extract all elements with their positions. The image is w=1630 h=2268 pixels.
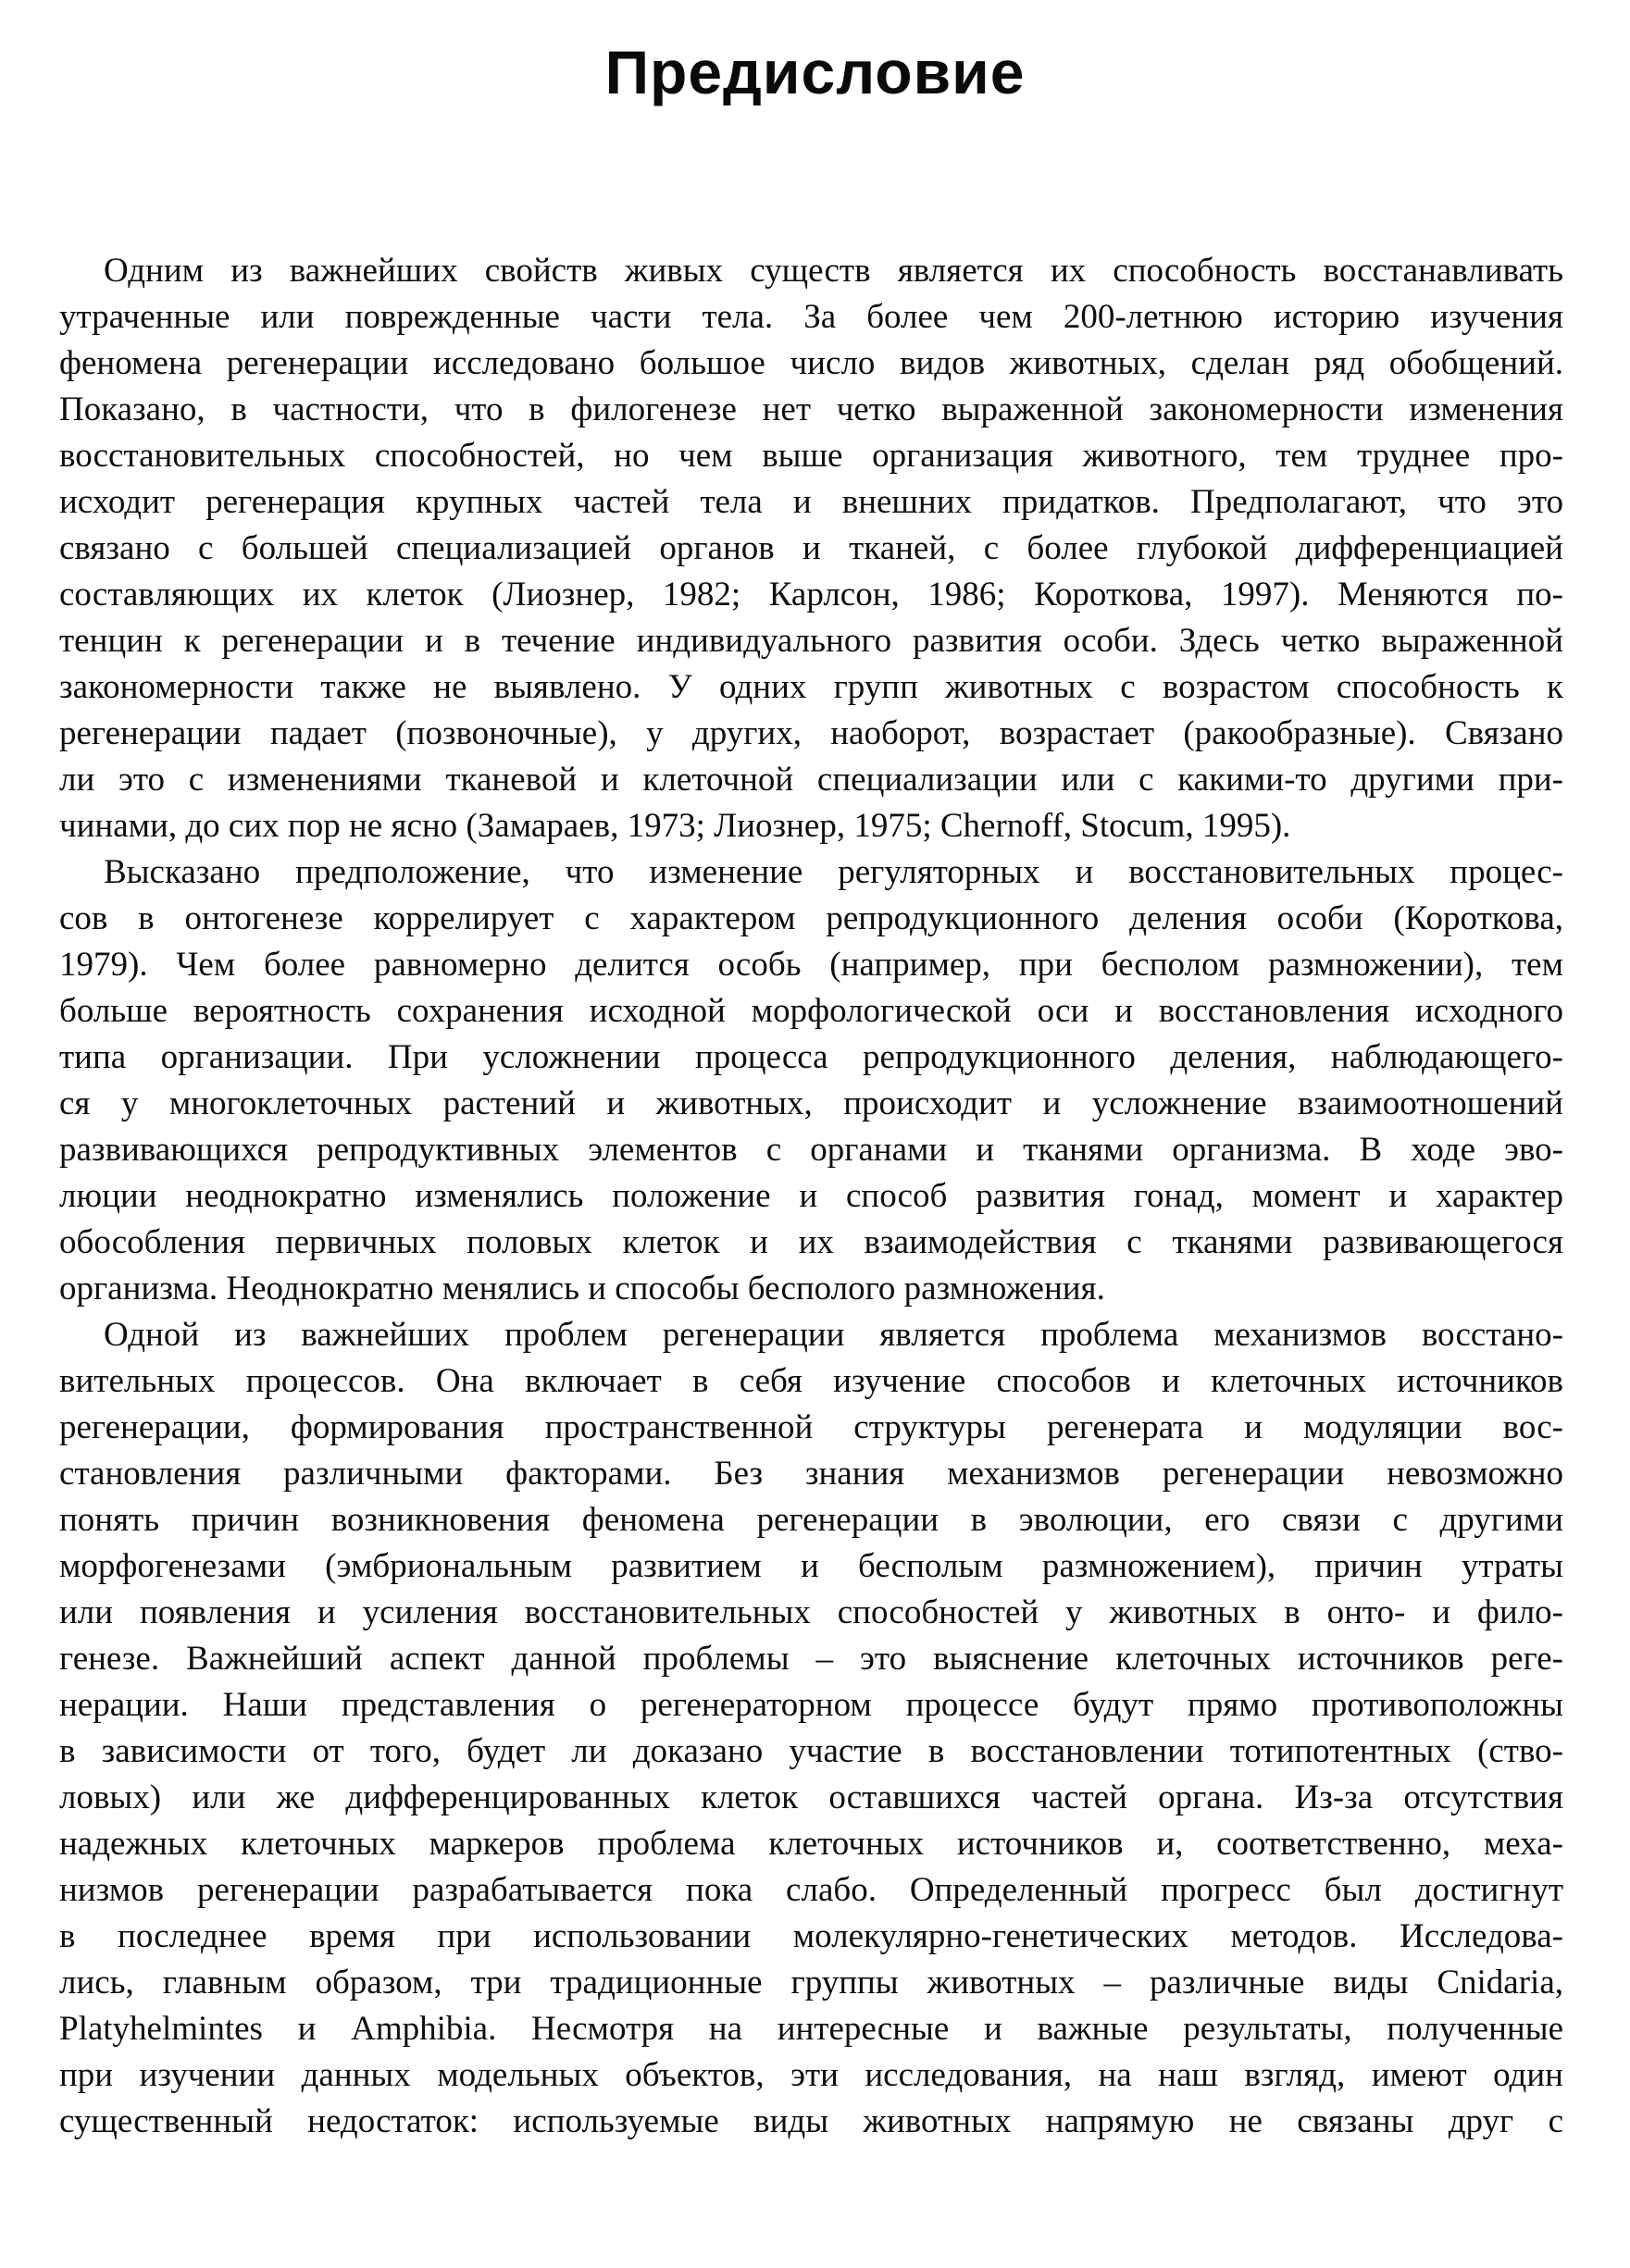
text-line: нерации. Наши представления о регенераторном процессе будут прямо противоположны <box>59 1686 1563 1724</box>
text-line: чинами, до сих пор не ясно (Замараев, 1973; Лиознер, 1975; Chernoff, Stocum, 1995). <box>59 807 1291 845</box>
text-line: ли это с изменениями тканевой и клеточной специализации или с какими-то другими при- <box>59 761 1563 799</box>
text-line: Высказано предположение, что изменение регуляторных и восстановительных процес- <box>104 853 1563 891</box>
text-line: регенерации, формирования пространственной структуры регенерата и модуляции вос- <box>59 1408 1563 1446</box>
preface-text <box>0 248 1630 2145</box>
paragraph <box>59 849 1563 1312</box>
text-line: в зависимости от того, будет ли доказано участие в восстановлении тотипотентных (ство- <box>59 1732 1563 1770</box>
text-line: понять причин возникновения феномена регенерации в эволюции, его связи с другими <box>59 1501 1563 1539</box>
text-line: Одной из важнейших проблем регенерации является проблема механизмов восстано- <box>104 1316 1563 1354</box>
text-line: тенцин к регенерации и в течение индивидуального развития особи. Здесь четко выраженной <box>59 622 1563 660</box>
text-line: Одним из важнейших свойств живых существ является их способность восстанавливать <box>104 252 1563 290</box>
text-line: сов в онтогенезе коррелирует с характером репродукционного деления особи (Короткова, <box>59 899 1563 937</box>
paragraph <box>59 248 1563 849</box>
text-line: ся у многоклеточных растений и животных, происходит и усложнение взаимоотношений <box>59 1084 1563 1122</box>
text-line: или появления и усиления восстановительных способностей у животных в онто- и фило- <box>59 1593 1563 1631</box>
text-line: в последнее время при использовании молекулярно-генетических методов. Исследова- <box>59 1917 1563 1955</box>
text-line: вительных процессов. Она включает в себя изучение способов и клеточных источников <box>59 1362 1563 1400</box>
text-line: генезе. Важнейший аспект данной проблемы – это выяснение клеточных источников реге- <box>59 1640 1563 1678</box>
text-line: надежных клеточных маркеров проблема клеточных источников и, соответственно, меха- <box>59 1825 1563 1863</box>
text-line: феномена регенерации исследовано большое число видов животных, сделан ряд обобщений. <box>59 344 1563 382</box>
text-line: типа организации. При усложнении процесса репродукционного деления, наблюдающего- <box>59 1038 1563 1076</box>
text-line: 1979). Чем более равномерно делится особь (например, при бесполом размножении), тем <box>59 946 1563 984</box>
text-line: утраченные или поврежденные части тела. За более чем 200-летнюю историю изучения <box>59 298 1563 336</box>
text-line: регенерации падает (позвоночные), у других, наоборот, возрастает (ракообразные). Связано <box>59 714 1563 752</box>
text-line: исходит регенерация крупных частей тела и внешних придатков. Предполагают, что это <box>59 483 1563 521</box>
paragraph <box>59 1312 1563 2145</box>
text-line: обособления первичных половых клеток и их взаимодействия с тканями развивающегося <box>59 1223 1563 1261</box>
text-line: организма. Неоднократно менялись и способы бесполого размножения. <box>59 1270 1105 1308</box>
text-line: составляющих их клеток (Лиознер, 1982; Карлсон, 1986; Короткова, 1997). Меняются по- <box>59 576 1563 613</box>
text-line: становления различными факторами. Без знания механизмов регенерации невозможно <box>59 1455 1563 1493</box>
text-line: развивающихся репродуктивных элементов с органами и тканями организма. В ходе эво- <box>59 1131 1563 1169</box>
text-line: закономерности также не выявлено. У одних групп животных с возрастом способность к <box>59 668 1563 706</box>
text-line: больше вероятность сохранения исходной морфологической оси и восстановления исходного <box>59 992 1563 1030</box>
text-line: лись, главным образом, три традиционные группы животных – различные виды Cnidaria, <box>59 1964 1563 2002</box>
text-line: ловых) или же дифференцированных клеток оставшихся частей органа. Из-за отсутствия <box>59 1778 1563 1816</box>
text-line: существенный недостаток: используемые виды животных напрямую не связаны друг с <box>59 2102 1563 2140</box>
text-line: люции неоднократно изменялись положение и способ развития гонад, момент и характер <box>59 1177 1563 1215</box>
text-line: связано с большей специализацией органов и тканей, с более глубокой дифференциацией <box>59 529 1563 567</box>
text-line: при изучении данных модельных объектов, эти исследования, на наш взгляд, имеют один <box>59 2056 1563 2094</box>
text-line: морфогенезами (эмбриональным развитием и бесполым размножением), причин утраты <box>59 1547 1563 1585</box>
text-line: Показано, в частности, что в филогенезе нет четко выраженной закономерности изменения <box>59 390 1563 428</box>
text-line: низмов регенерации разрабатывается пока слабо. Определенный прогресс был достигнут <box>59 1871 1563 1909</box>
text-line: восстановительных способностей, но чем выше организация животного, тем труднее про- <box>59 437 1563 475</box>
text-line: Platyhelmintes и Amphibia. Несмотря на интересные и важные результаты, полученные <box>59 2010 1563 2048</box>
page-title: Предисловие <box>604 38 1026 106</box>
